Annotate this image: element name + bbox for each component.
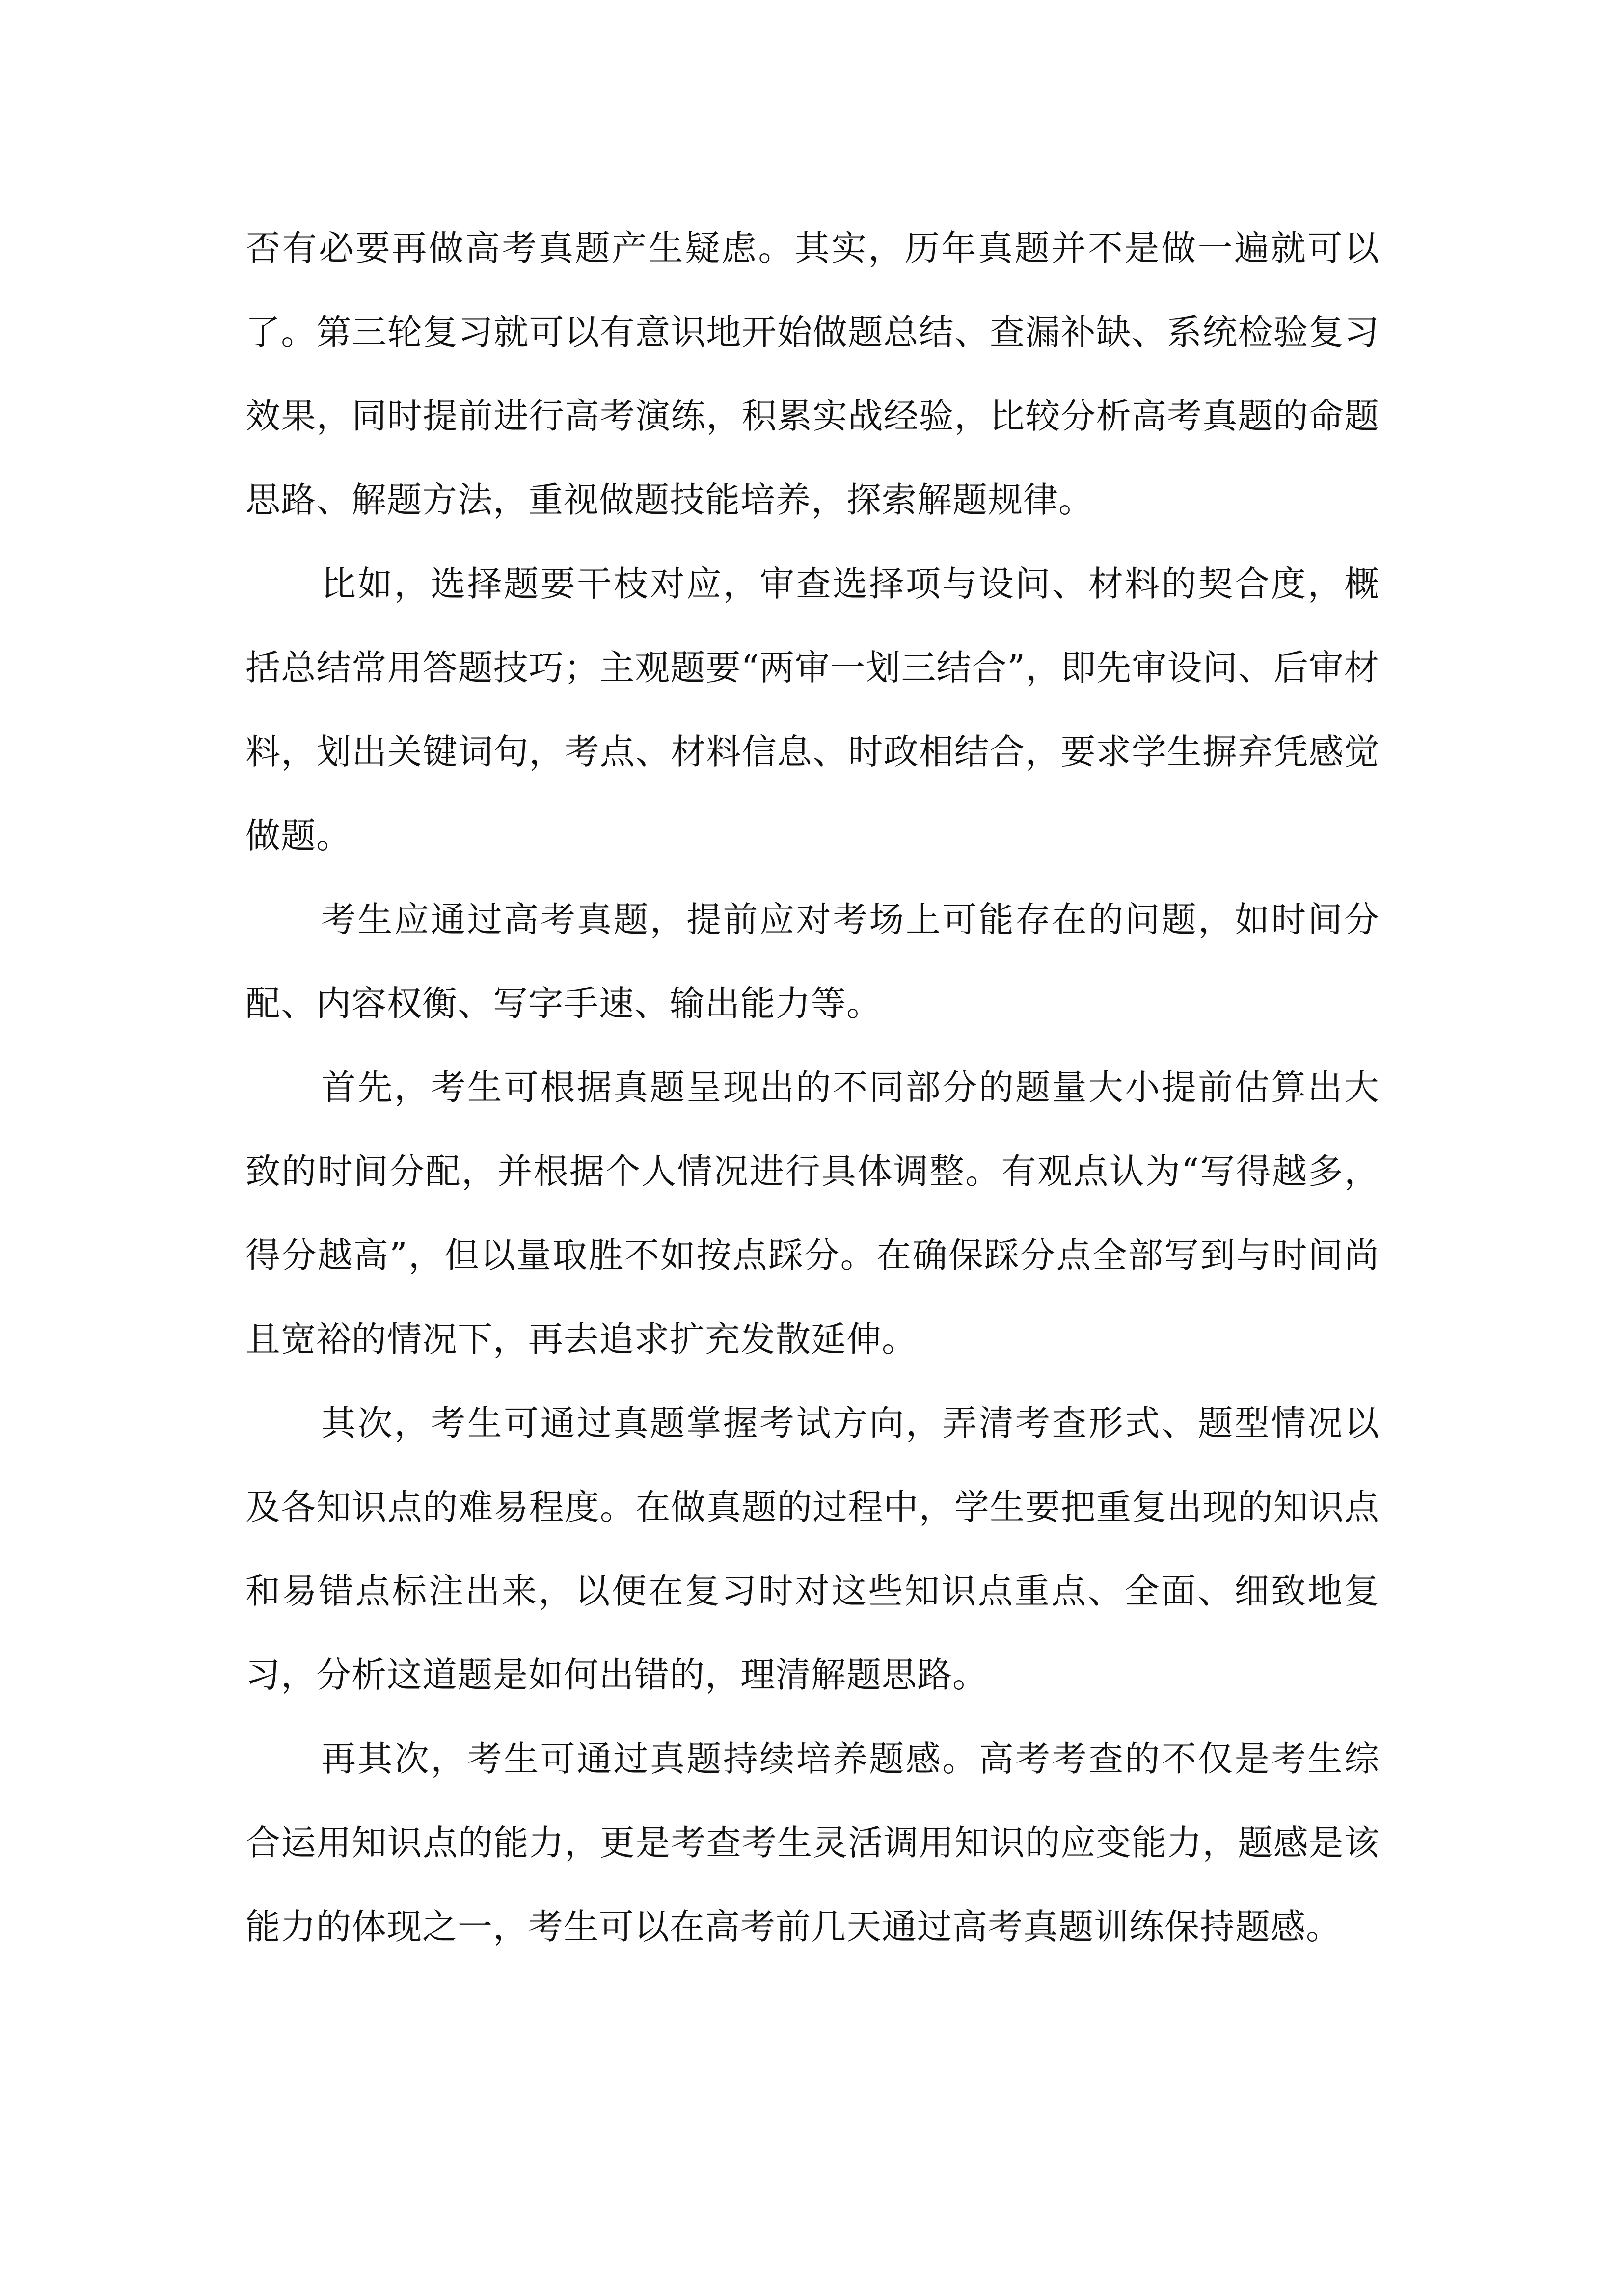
- paragraph-4: 首先，考生可根据真题呈现出的不同部分的题量大小提前估算出大致的时间分配，并根据个人情况进行具体调整。有观点认为“写得越多，得分越高”，但以量取胜不如按点踩分。在确保踩分点全部写到与时间尚且宽裕的情况下，再去追求扩充发散延伸。: [245, 1067, 1380, 1360]
- paragraph-1: 否有必要再做高考真题产生疑虑。其实，历年真题并不是做一遍就可以了。第三轮复习就可以有意识地开始做题总结、查漏补缺、系统检验复习效果，同时提前进行高考演练，积累实战经验，比较分析高考真题的命题思路、解题方法，重视做题技能培养，探索解题规律。: [245, 228, 1380, 520]
- document-body: [245, 206, 1380, 1969]
- paragraph-5: 其次，考生可通过真题掌握考试方向，弄清考查形式、题型情况以及各知识点的难易程度。在做真题的过程中，学生要把重复出现的知识点和易错点标注出来，以便在复习时对这些知识点重点、全面、细致地复习，分析这道题是如何出错的，理清解题思路。: [245, 1403, 1380, 1695]
- paragraph-2: 比如，选择题要干枝对应，审查选择项与设问、材料的契合度，概括总结常用答题技巧；主观题要“两审一划三结合”，即先审设问、后审材料，划出关键词句，考点、材料信息、时政相结合，要求学生摒弃凭感觉做题。: [245, 563, 1380, 856]
- paragraph-3: 考生应通过高考真题，提前应对考场上可能存在的问题，如时间分配、内容权衡、写字手速、输出能力等。: [245, 899, 1380, 1024]
- paragraph-6: 再其次，考生可通过真题持续培养题感。高考考查的不仅是考生综合运用知识点的能力，更是考查考生灵活调用知识的应变能力，题感是该能力的体现之一，考生可以在高考前几天通过高考真题训练保持题感。: [245, 1738, 1380, 1947]
